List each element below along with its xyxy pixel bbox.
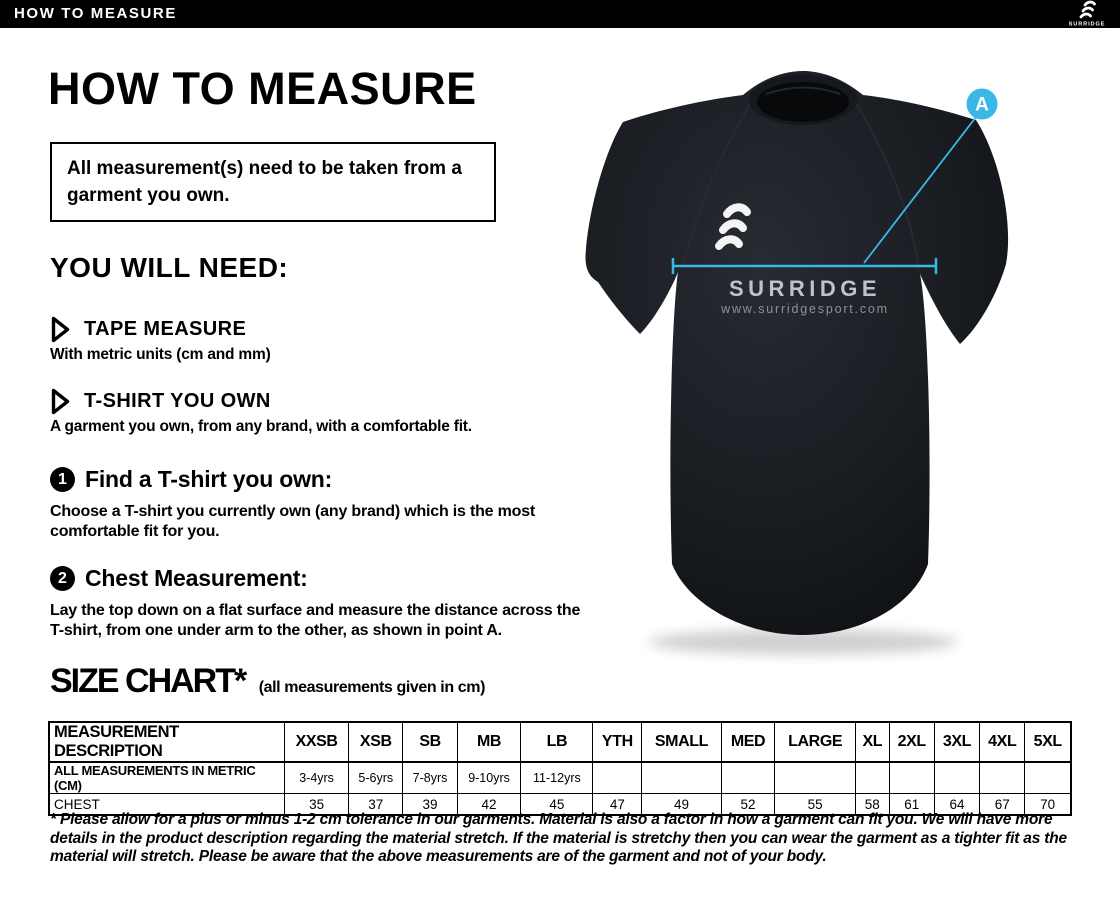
- column-header: LB: [521, 722, 593, 762]
- table-cell: 7-8yrs: [403, 762, 457, 794]
- table-cell: 64: [934, 794, 979, 816]
- column-header: 4XL: [980, 722, 1025, 762]
- table-cell: 47: [593, 794, 642, 816]
- column-header: 2XL: [889, 722, 934, 762]
- row-label: CHEST: [49, 794, 285, 816]
- table-row: [49, 762, 1071, 794]
- column-header: XL: [855, 722, 889, 762]
- column-header: SB: [403, 722, 457, 762]
- table-cell: 67: [980, 794, 1025, 816]
- size-chart-heading: SIZE CHART*: [50, 662, 246, 700]
- need-item-description: With metric units (cm and mm): [50, 346, 271, 363]
- table-cell: 3-4yrs: [285, 762, 349, 794]
- table-cell: 11-12yrs: [521, 762, 593, 794]
- size-table: [48, 721, 1072, 816]
- need-item-description: A garment you own, from any brand, with a comfortable fit.: [50, 418, 472, 435]
- table-cell: 9-10yrs: [457, 762, 521, 794]
- column-header: LARGE: [775, 722, 856, 762]
- column-header: YTH: [593, 722, 642, 762]
- step-title: Chest Measurement:: [85, 565, 308, 591]
- step-description: Choose a T-shirt you currently own (any brand) which is the most comfortable fit for you.: [50, 503, 536, 540]
- shirt-brand-text: SURRIDGE: [728, 276, 882, 301]
- column-header: MB: [457, 722, 521, 762]
- arrow-right-icon: [50, 388, 71, 415]
- size-chart-subheading: (all measurements given in cm): [258, 679, 485, 696]
- page-title: HOW TO MEASURE: [48, 63, 477, 114]
- shirt-body: [586, 71, 1009, 635]
- need-item-tshirt: [50, 388, 472, 436]
- table-cell: [642, 762, 721, 794]
- marker-a-label: A: [975, 94, 989, 116]
- notice-box: [50, 142, 496, 222]
- column-header: 3XL: [934, 722, 979, 762]
- shirt-figure: [578, 21, 1120, 664]
- table-cell: [889, 762, 934, 794]
- row-label: ALL MEASUREMENTS IN METRIC (CM): [49, 762, 285, 794]
- top-bar-title: HOW TO MEASURE: [14, 5, 177, 22]
- tshirt-image: [578, 21, 1120, 664]
- table-cell: 42: [457, 794, 521, 816]
- table-cell: 45: [521, 794, 593, 816]
- arrow-right-icon: [50, 316, 71, 343]
- table-cell: [775, 762, 856, 794]
- column-header: SMALL: [642, 722, 721, 762]
- size-chart-heading-row: [50, 662, 485, 701]
- need-item-label: T-SHIRT YOU OWN: [84, 390, 271, 412]
- table-cell: [721, 762, 775, 794]
- you-will-need-heading: YOU WILL NEED:: [50, 252, 289, 283]
- table-cell: 49: [642, 794, 721, 816]
- table-cell: 37: [349, 794, 403, 816]
- table-cell: 5-6yrs: [349, 762, 403, 794]
- step-find-tshirt: [50, 466, 582, 541]
- need-item-label: TAPE MEASURE: [84, 318, 247, 340]
- table-cell: 70: [1025, 794, 1071, 816]
- table-cell: 58: [855, 794, 889, 816]
- table-cell: 55: [775, 794, 856, 816]
- step-number-badge: 1: [50, 467, 75, 492]
- table-cell: [1025, 762, 1071, 794]
- surridge-logo-text: SURRIDGE: [1068, 21, 1106, 28]
- column-header: MEASUREMENT DESCRIPTION: [49, 722, 285, 762]
- table-cell: 35: [285, 794, 349, 816]
- column-header: XXSB: [285, 722, 349, 762]
- table-cell: [934, 762, 979, 794]
- notice-text: All measurement(s) need to be taken from a garment you own.: [67, 158, 462, 206]
- footnote: * Please allow for a plus or minus 1-2 cm tolerance in our garments. Material is also a factor in how a garment can fit you. We will have more details in the product description regarding the material stretch. If the material is stretchy then you can wear the garment as a tighter fit as the material will stretch. Please be aware that the above measurements are of the garment and not of your body.: [50, 811, 1067, 865]
- shirt-url-text: www.surridgesport.com: [721, 302, 889, 316]
- column-header: XSB: [349, 722, 403, 762]
- table-cell: [593, 762, 642, 794]
- column-header: 5XL: [1025, 722, 1071, 762]
- table-cell: 61: [889, 794, 934, 816]
- need-item-tape-measure: [50, 316, 271, 364]
- step-description: Lay the top down on a flat surface and measure the distance across the T-shirt, from one under arm to the other, as shown in point A.: [50, 602, 581, 639]
- table-cell: [855, 762, 889, 794]
- step-number-badge: 2: [50, 566, 75, 591]
- column-header: MED: [721, 722, 775, 762]
- table-cell: [980, 762, 1025, 794]
- table-cell: 39: [403, 794, 457, 816]
- table-cell: 52: [721, 794, 775, 816]
- step-title: Find a T-shirt you own:: [85, 466, 333, 492]
- step-chest-measurement: [50, 565, 582, 640]
